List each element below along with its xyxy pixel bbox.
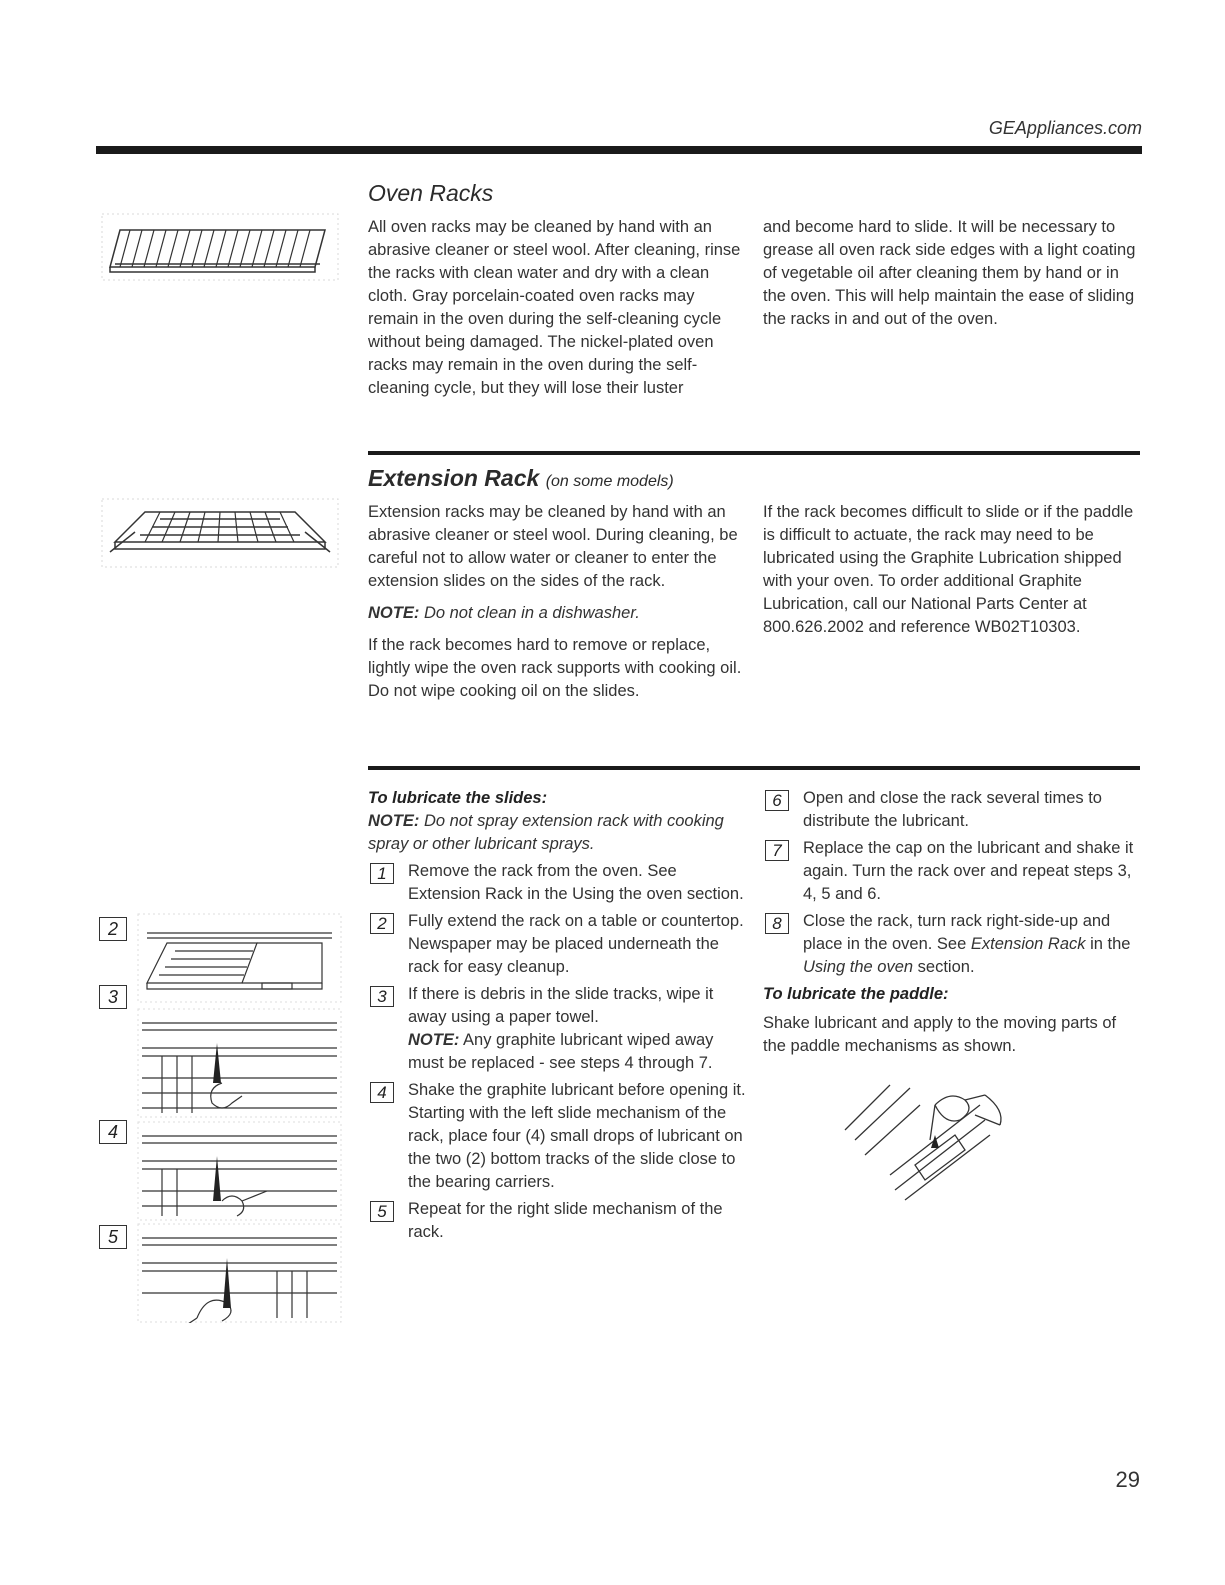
extension-rack-para2: If the rack becomes hard to remove or replace, lightly wipe the oven rack supports with cooking oil. Do not wipe cooking oil on the slides. <box>368 636 742 700</box>
step-text-italic-2: Using the oven <box>803 958 914 976</box>
step-2 <box>368 910 748 979</box>
extension-rack-subtitle: (on some models) <box>545 473 674 490</box>
extension-rack-note <box>368 602 748 625</box>
step-text: Remove the rack from the oven. See Extension Rack in the Using the oven section. <box>408 862 744 903</box>
section-rule-2 <box>368 766 1140 770</box>
extension-rack-title-main: Extension Rack <box>368 465 540 491</box>
step-number: 2 <box>370 913 394 934</box>
oven-racks-col2 <box>763 216 1143 340</box>
slides-heading: To lubricate the slides: <box>368 789 548 807</box>
page-number: 29 <box>1115 1467 1140 1492</box>
slides-note-label: NOTE: <box>368 812 420 830</box>
extension-rack-illustration <box>100 497 340 569</box>
step-text: Replace the cap on the lubricant and shake it again. Turn the rack over and repeat steps 3, 4, 5 and 6. <box>803 839 1134 903</box>
step-8 <box>763 910 1143 979</box>
figure-5-right-slide <box>137 1223 342 1323</box>
paddle-heading: To lubricate the paddle: <box>763 985 949 1003</box>
step-3 <box>368 983 748 1075</box>
oven-racks-title: Oven Racks <box>368 180 494 206</box>
step-text-italic-1: Extension Rack <box>970 935 1086 953</box>
figure-4-apply-lubricant <box>137 1121 342 1221</box>
extension-rack-col2 <box>763 501 1143 648</box>
header-rule <box>96 146 1142 154</box>
step-text: Fully extend the rack on a table or countertop. Newspaper may be placed underneath the rack for easy cleanup. <box>408 912 744 976</box>
oven-rack-illustration <box>100 212 340 282</box>
step-number: 3 <box>370 986 394 1007</box>
figure-label: 4 <box>99 1120 127 1144</box>
figure-label: 3 <box>99 985 127 1009</box>
step-5 <box>368 1198 748 1244</box>
paddle-text: Shake lubricant and apply to the moving parts of the paddle mechanisms as shown. <box>763 1014 1117 1055</box>
figure-label: 2 <box>99 917 127 941</box>
step-number: 8 <box>765 913 789 934</box>
section-rule <box>368 451 1140 455</box>
extension-rack-col1 <box>368 501 748 712</box>
oven-racks-para1: All oven racks may be cleaned by hand with an abrasive cleaner or steel wool. After cleaning, rinse the racks with clean water and dry with a clean cloth. Gray porcelain-coated oven racks may remain in the oven during the self-cleaning cycle without being damaged. The nickel-plated oven racks may remain in the oven during the self-cleaning cycle, but they will lose their luster <box>368 218 741 397</box>
figure-2-rack-extended <box>137 913 342 1003</box>
step-7 <box>763 837 1143 906</box>
step-number: 1 <box>370 863 394 884</box>
oven-racks-col1 <box>368 216 748 409</box>
step-number: 7 <box>765 840 789 861</box>
oven-racks-para2: and become hard to slide. It will be necessary to grease all oven rack side edges with a light coating of vegetable oil after cleaning them by hand or in the oven. This will help maintain the ease of sliding the racks in and out of the oven. <box>763 218 1136 328</box>
step-number: 6 <box>765 790 789 811</box>
step-number: 5 <box>370 1201 394 1222</box>
extension-rack-title <box>368 465 674 492</box>
step-note <box>408 1029 748 1075</box>
site-url: GEAppliances.com <box>988 118 1142 138</box>
figure-3-wipe-track <box>137 1008 342 1118</box>
step-4 <box>368 1079 748 1194</box>
step-6 <box>763 787 1143 833</box>
lubricate-col1 <box>368 787 748 1248</box>
step-text: Shake the graphite lubricant before opening it. Starting with the left slide mechanism of the rack, place four (4) small drops of lubricant on the two (2) bottom tracks of the slide close to the bearing carriers. <box>408 1081 746 1191</box>
step-text-c: section. <box>913 958 975 976</box>
step-text: Repeat for the right slide mechanism of the rack. <box>408 1200 723 1241</box>
step-note-label: NOTE: <box>408 1031 460 1049</box>
note-text: Do not clean in a dishwasher. <box>423 604 640 622</box>
extension-rack-para3: If the rack becomes difficult to slide or if the paddle is difficult to actuate, the rack may need to be lubricated using the Graphite Lubrication shipped with your oven. To order additional Graphite Lubrication, call our National Parts Center at 800.626.2002 and reference WB02T10303. <box>763 503 1134 636</box>
slides-note-text: Do not spray extension rack with cooking spray or other lubricant sprays. <box>368 812 724 853</box>
note-label: NOTE: <box>368 604 420 622</box>
step-1 <box>368 860 748 906</box>
step-text: If there is debris in the slide tracks, wipe it away using a paper towel. <box>408 985 714 1026</box>
figure-label: 5 <box>99 1225 127 1249</box>
paddle-illustration <box>835 1080 1025 1210</box>
slides-note <box>368 810 748 856</box>
step-text-b: in the <box>1085 935 1131 953</box>
step-text-a: Close the rack, turn rack right-side-up and place in the oven. See <box>803 912 1111 953</box>
extension-rack-para1: Extension racks may be cleaned by hand with an abrasive cleaner or steel wool. During cleaning, be careful not to allow water or cleaner to enter the extension slides on the sides of the rack. <box>368 503 738 590</box>
step-number: 4 <box>370 1082 394 1103</box>
step-text: Open and close the rack several times to distribute the lubricant. <box>803 789 1102 830</box>
step-note-text: Any graphite lubricant wiped away must be replaced - see steps 4 through 7. <box>408 1031 714 1072</box>
lubricate-col2 <box>763 787 1143 1067</box>
